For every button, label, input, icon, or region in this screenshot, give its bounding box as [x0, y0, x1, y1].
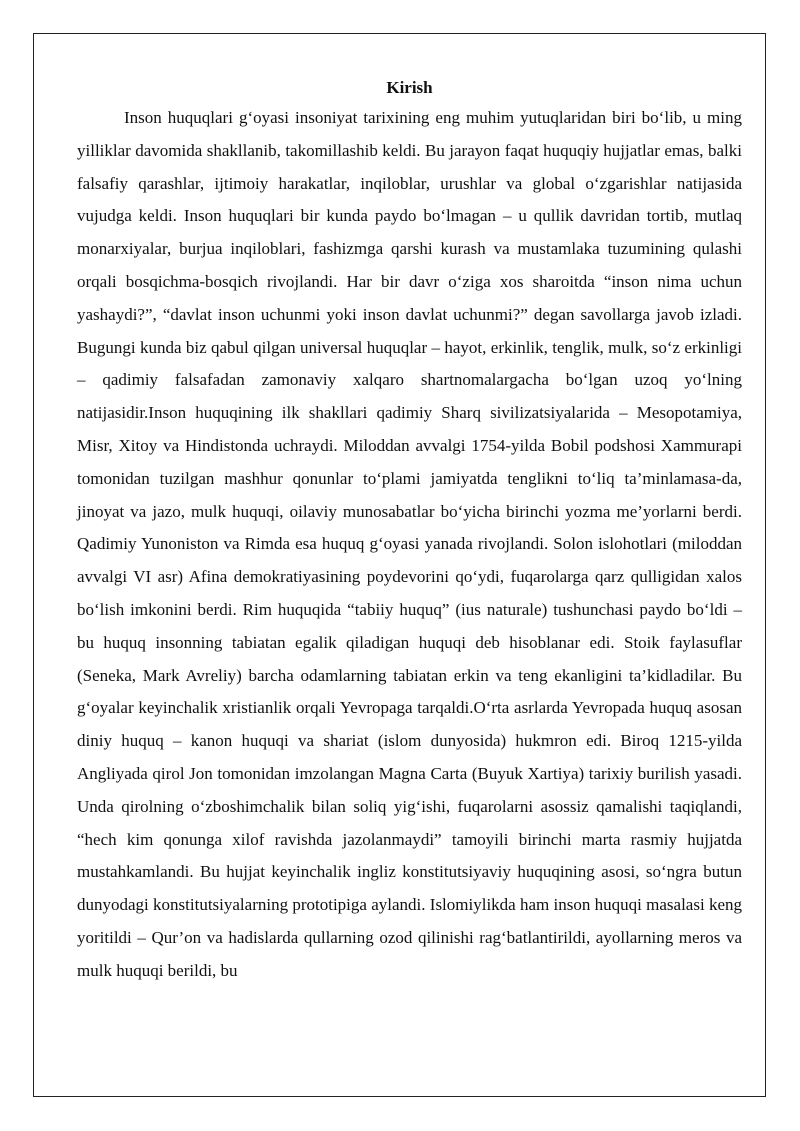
document-content [77, 74, 742, 988]
document-title: Kirish [386, 78, 433, 97]
body-paragraph: Inson huquqlari g‘oyasi insoniyat tarixining eng muhim yutuqlaridan biri bo‘lib, u ming yilliklar davomida shakllanib, takomillashib keldi. Bu jarayon faqat huquqiy hujjatlar emas, balki falsafiy qarashlar, ijtimoiy harakatlar, inqiloblar, urushlar va global o‘zgarishlar natijasida vujudga keldi. Inson huquqlari bir kunda paydo bo‘lmagan – u qullik davridan tortib, mutlaq monarxiyalar, burjua inqiloblari, fashizmga qarshi kurash va mustamlaka tuzumining qulashi orqali bosqichma-bosqich rivojlandi. Har bir davr o‘ziga xos sharoitda “inson nima uchun yashaydi?”, “davlat inson uchunmi yoki inson davlat uchunmi?” degan savollarga javob izladi. Bugungi kunda biz qabul qilgan universal huquqlar – hayot, erkinlik, tenglik, mulk, so‘z erkinligi – qadimiy falsafadan zamonaviy xalqaro shartnomalargacha bo‘lgan uzoq yo‘lning natijasidir.Inson huquqining ilk shakllari qadimiy Sharq sivilizatsiyalarida – Mesopotamiya, Misr, Xitoy va Hindistonda uchraydi. Miloddan avvalgi 1754-yilda Bobil podshosi Xammurapi tomonidan tuzilgan mashhur qonunlar to‘plami jamiyatda tenglikni to‘liq ta’minlamasa-da, jinoyat va jazo, mulk huquqi, oilaviy munosabatlar bo‘yicha birinchi yozma me’yorlarni berdi. Qadimiy Yunoniston va Rimda esa huquq g‘oyasi yanada rivojlandi. Solon islohotlari (miloddan avvalgi VI asr) Afina demokratiyasining poydevorini qo‘ydi, fuqarolarga qarz qulligidan xalos bo‘lish imkonini berdi. Rim huquqida “tabiiy huquq” (ius naturale) tushunchasi paydo bo‘ldi – bu huquq insonning tabiatan egalik qiladigan huquqi deb hisoblanar edi. Stoik faylasuflar (Seneka, Mark Avreliy) barcha odamlarning tabiatan erkin va teng ekanligini ta’kidladilar. Bu g‘oyalar keyinchalik xristianlik orqali Yevropaga tarqaldi.O‘rta asrlarda Yevropada huquq asosan diniy huquq – kanon huquqi va shariat (islom dunyosida) hukmron edi. Biroq 1215-yilda Angliyada qirol Jon tomonidan imzolangan Magna Carta (Buyuk Xartiya) tarixiy burilish yasadi. Unda qirolning o‘zboshimchalik bilan soliq yig‘ishi, fuqarolarni asossiz qamalishi taqiqlandi, “hech kim qonunga xilof ravishda jazolanmaydi” tamoyili birinchi marta rasmiy hujjatda mustahkamlandi. Bu hujjat keyinchalik ingliz konstitutsiyaviy huquqining asosi, so‘ngra butun dunyodagi konstitutsiyalarning prototipiga aylandi. Islomiylikda ham inson huquqi masalasi keng yoritildi – Qur’on va hadislarda qullarning ozod qilinishi rag‘batlantirildi, ayollarning meros va mulk huquqi berildi, bu [77, 108, 742, 980]
